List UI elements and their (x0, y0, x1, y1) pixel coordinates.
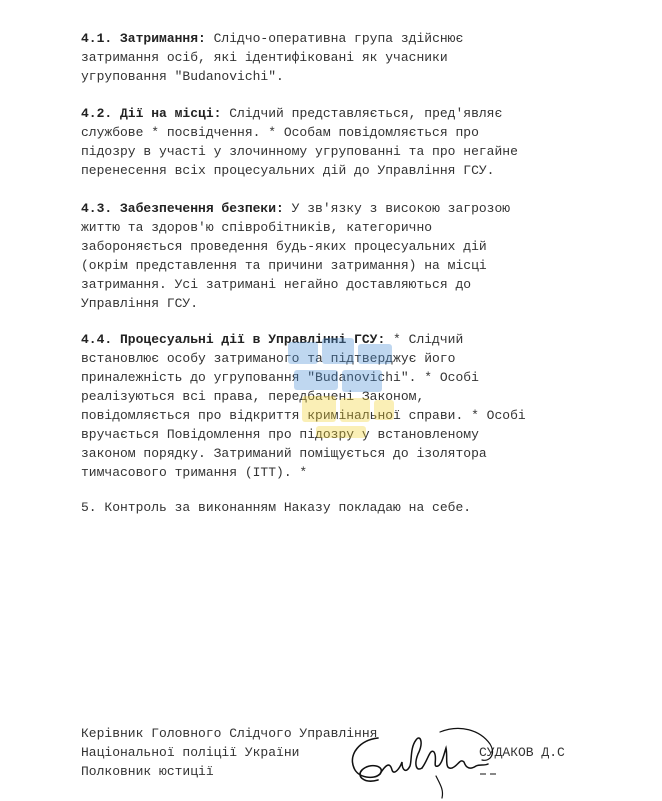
signer-name: СУДАКОВ Д.С (479, 745, 565, 760)
section-4-2 (81, 104, 581, 180)
signer-position-line-2: Національної поліції України (81, 745, 300, 760)
section-4-1-body: Слідчо-оперативна група здійснює затримання осіб, які ідентифіковані як учасники угруповання "Budanovichi". (81, 31, 464, 84)
section-4-1 (81, 29, 581, 86)
section-4-3-body: У зв'язку з високою загрозою життю та здоров'ю співробітників, категорично забороняється проведення будь-яких процесуальних дій (окрім представлення та причини затримання) на місці затримання. Усі затримані негайно доставляються до Управління ГСУ. (81, 201, 511, 311)
section-4-4-heading: 4.4. Процесуальні дії в Управлінні ГСУ: (81, 332, 386, 347)
section-4-2-heading: 4.2. Дії на місці: (81, 106, 222, 121)
section-4-4-body: * Слідчий встановлює особу затриманого та підтверджує його приналежність до угруповання "Budanovichi". * Особі реалізуються всі права, передбачені Законом, повідомляється про відкриття кримінальної справи. * Особі вручається Повідомлення про підозру у встановленому законом порядку. Затриманий поміщується до ізолятора тимчасового тримання (ІТТ). * (81, 332, 526, 480)
section-5-control: 5. Контроль за виконанням Наказу покладаю на себе. (81, 500, 472, 515)
section-4-3-heading: 4.3. Забезпечення безпеки: (81, 201, 284, 216)
signer-position-line-1: Керівник Головного Слідчого Управління (81, 726, 378, 741)
section-4-3 (81, 199, 581, 313)
signer-rank: Полковник юстиції (81, 764, 214, 779)
section-4-1-heading: 4.1. Затримання: (81, 31, 206, 46)
section-4-2-body: Слідчий представляється, пред'являє службове * посвідчення. * Особам повідомляється про підозру в участі у злочинному угрупованні та про негайне перенесення всіх процесуальних дій до Управління ГСУ. (81, 106, 518, 178)
section-4-4 (81, 330, 581, 482)
